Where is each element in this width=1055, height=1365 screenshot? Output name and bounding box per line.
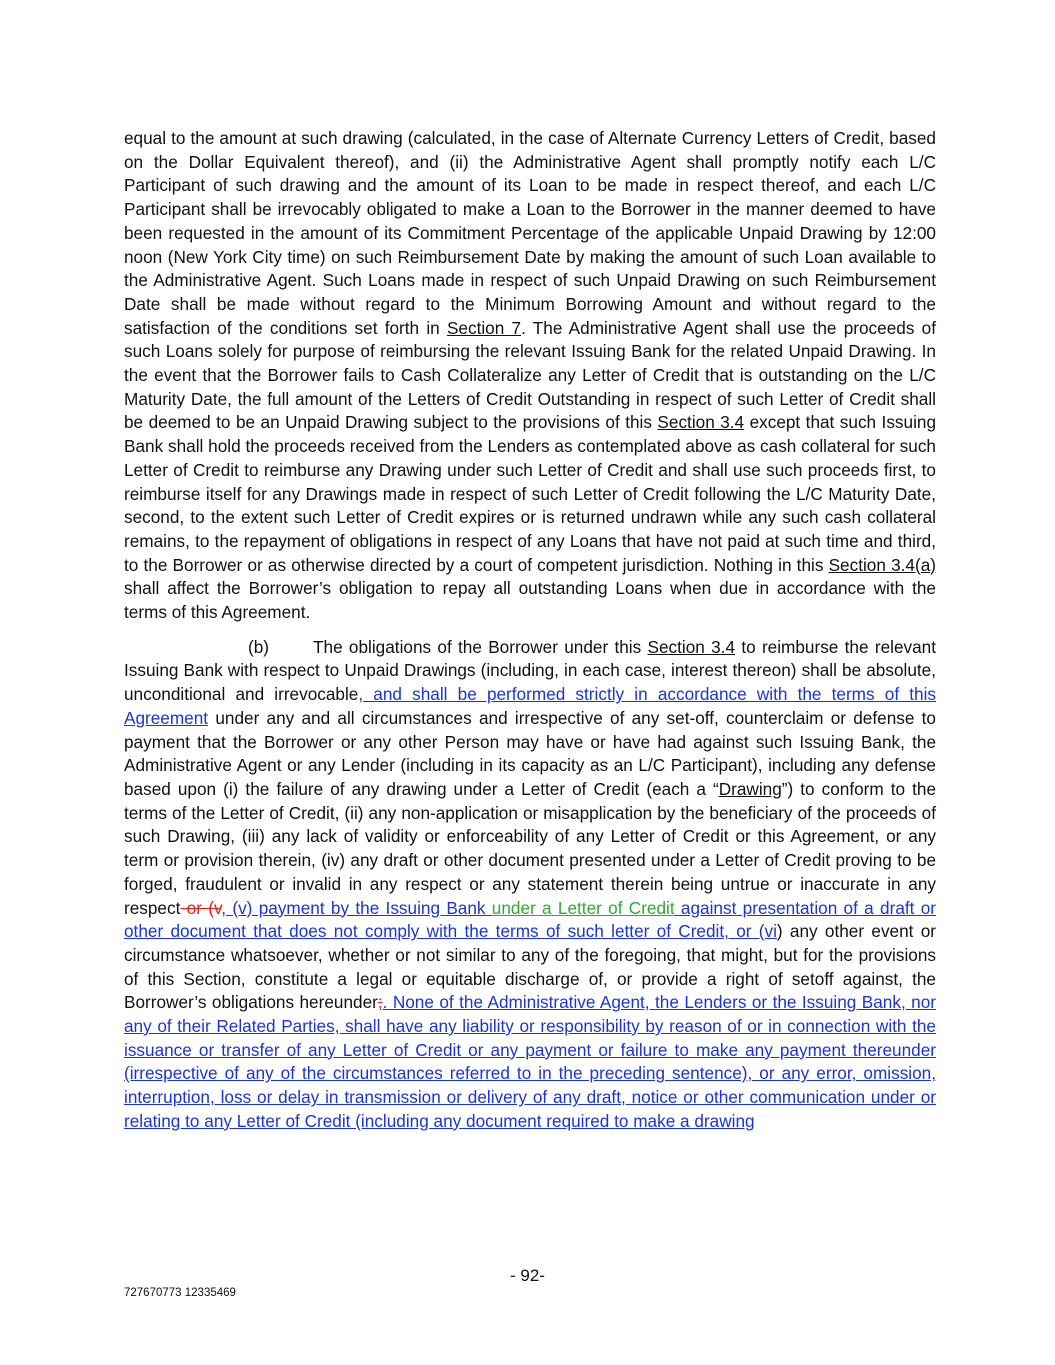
paragraph-text: The obligations of the Borrower under this — [313, 636, 648, 657]
inserted-text: , (v) payment by the Issuing Bank — [221, 897, 492, 918]
section-reference: Section 3.4 — [657, 412, 745, 433]
paragraph-text: ”) to conform to the terms of the Letter of Credit, (ii) any non-application or misapplication by the beneficiary of the proceeds of such Drawing, (iii) any lack of validity or enforceability of any Letter of Credit or this Agreement, or any term or provision therein, (iv) any draft or other document presented under a Letter of Credit proving to be forged, fraudulent or invalid in any respect or any statement therein being untrue or inaccurate in any respect — [124, 778, 936, 918]
paragraph-b — [124, 636, 936, 1134]
paragraph-text: under any and all circumstances and irrespective of any set-off, counterclaim or defense to payment that the Borrower or any other Person may have or have had against such Issuing Bank, the Administrative Agent or any Lender (including in its capacity as an L/C Participant), including any defense based upon (i) the failure of any drawing under a Letter of Credit (each a “ — [124, 707, 936, 799]
section-reference: Section 7 — [446, 317, 522, 338]
section-reference: Section 3.4 — [647, 636, 736, 657]
inserted-text: against presentation of a draft or other document that does not comply with the terms of such letter of Credit, or (vi — [124, 897, 937, 942]
inserted-text-alt: under a Letter of Credit — [491, 897, 675, 918]
paragraph-text: equal to the amount at such drawing (calculated, in the case of Alternate Currency Letters of Credit, based on the Dollar Equivalent thereof), and (ii) the Administrative Agent shall promptly notify each L/C Participant of such drawing and the amount of its Loan to be made in respect thereof, and each L/C Participant shall be irrevocably obligated to make a Loan to the Borrower in the manner deemed to have been requested in the amount of its Commitment Percentage of the applicable Unpaid Drawing by 12:00 noon (New York City time) on such Reimbursement Date by making the amount of such Loan available to the Administrative Agent. Such Loans made in respect of such Unpaid Drawing on such Reimbursement Date shall be made without regard to the Minimum Borrowing Amount and without regard to the satisfaction of the conditions set forth in — [124, 128, 936, 338]
paragraph-text: . The Administrative Agent shall use the proceeds of such Loans solely for purpose of reimbursing the relevant Issuing Bank for the related Unpaid Drawing. In the event that the Borrower fails to Cash Collateralize any Letter of Credit that is outstanding on the L/C Maturity Date, the full amount of the Letters of Credit Outstanding in respect of such Letter of Credit shall be deemed to be an Unpaid Drawing subject to the provisions of this — [124, 317, 936, 433]
page-number: - 92- — [510, 1266, 545, 1285]
document-body — [124, 127, 936, 1134]
paragraph-text: except that such Issuing Bank shall hold the proceeds received from the Lenders as contemplated above as cash collateral for such Letter of Credit to reimburse any Drawing under such Letter of Credit and shall use such proceeds first, to reimburse itself for any Drawings made in respect of such Letter of Credit following the L/C Maturity Date, second, to the extent such Letter of Credit expires or is returned undrawn while any such cash collateral remains, to the repayment of obligations in respect of any Loans that have not paid at such time and third, to the Borrower or as otherwise directed by a court of competent jurisdiction. Nothing in this — [124, 412, 937, 575]
paragraph-a — [124, 127, 936, 625]
deleted-text: ; — [377, 992, 383, 1013]
deleted-text: or (v — [180, 897, 222, 918]
paragraph-text: shall affect the Borrower’s obligation to repay all outstanding Loans when due in accordance with the terms of this Agreement. — [124, 578, 936, 623]
inserted-text: . None of the Administrative Agent, the Lenders or the Issuing Bank, nor any of their Related Parties, shall have any liability or responsibility by reason of or in connection with the issuance or transfer of any Letter of Credit or any payment or failure to make any payment thereunder (irrespective of any of the circumstances referred to in the preceding sentence), or any error, omission, interruption, loss or delay in transmission or delivery of any draft, notice or other communication under or relating to any Letter of Credit (including any document required to make a drawing — [124, 992, 936, 1131]
paragraph-text: to reimburse the relevant Issuing Bank with respect to Unpaid Drawings (including, in each case, interest thereon) shall be absolute, unconditional and irrevocable — [124, 636, 936, 705]
inserted-text: , and shall be performed strictly in accordance with the terms of this Agreement — [124, 684, 936, 728]
defined-term: Drawing — [718, 778, 782, 799]
document-id: 727670773 12335469 — [124, 1287, 236, 1299]
section-reference: Section 3.4(a) — [828, 554, 936, 575]
paragraph-label: (b) — [248, 636, 270, 657]
paragraph-text: ) any other event or circumstance whatsoever, whether or not similar to any of the foregoing, that might, but for the provisions of this Section, constitute a legal or equitable discharge of, or provide a right of setoff against, the Borrower’s obligations hereunder — [124, 921, 936, 1013]
